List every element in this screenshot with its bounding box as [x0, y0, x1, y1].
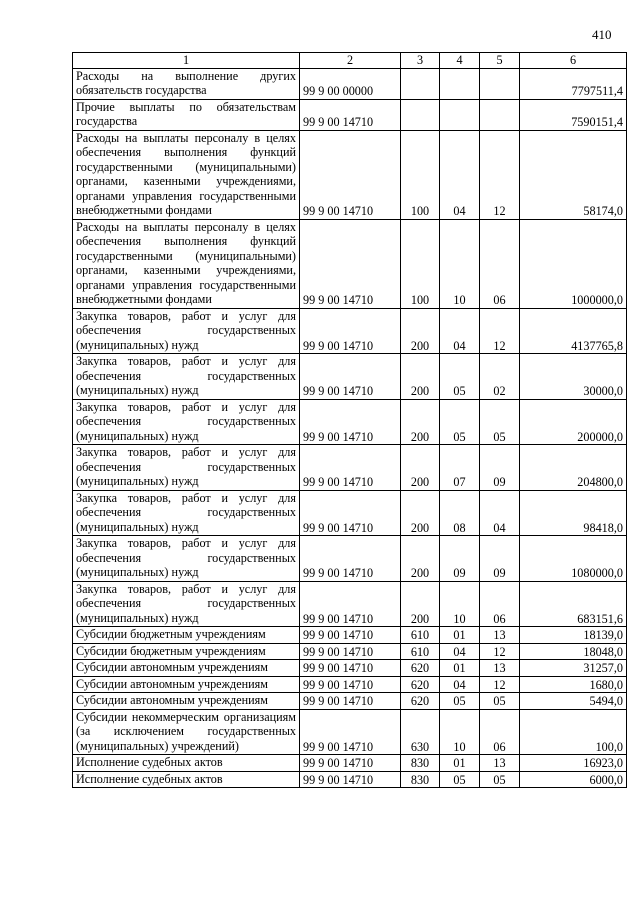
page-number: 410: [592, 27, 612, 42]
row-amount-cell: 683151,6: [520, 581, 627, 627]
row-expense-type-cell: 620: [401, 676, 440, 693]
row-section-cell: 10: [440, 581, 480, 627]
row-code-cell: 99 9 00 14710: [300, 354, 401, 400]
row-section-cell: [440, 99, 480, 130]
row-name-cell: Закупка товаров, работ и услуг для обеспечения государственных (муниципальных) нужд: [73, 536, 300, 582]
row-code-cell: 99 9 00 14710: [300, 771, 401, 788]
row-subsection-cell: 09: [480, 536, 520, 582]
row-section-cell: 05: [440, 399, 480, 445]
row-subsection-cell: 12: [480, 308, 520, 354]
row-expense-type-cell: 100: [401, 130, 440, 219]
row-expense-type-cell: 200: [401, 308, 440, 354]
row-section-cell: 09: [440, 536, 480, 582]
row-code-cell: 99 9 00 14710: [300, 490, 401, 536]
table-row: [73, 445, 627, 491]
row-subsection-cell: 12: [480, 676, 520, 693]
row-amount-cell: 7797511,4: [520, 68, 627, 99]
row-amount-cell: 16923,0: [520, 755, 627, 772]
row-code-cell: 99 9 00 14710: [300, 660, 401, 677]
row-amount-cell: 58174,0: [520, 130, 627, 219]
row-name-cell: Закупка товаров, работ и услуг для обеспечения государственных (муниципальных) нужд: [73, 399, 300, 445]
row-subsection-cell: 13: [480, 627, 520, 644]
table-row: [73, 490, 627, 536]
row-expense-type-cell: 610: [401, 643, 440, 660]
row-amount-cell: 1680,0: [520, 676, 627, 693]
row-name-cell: Субсидии автономным учреждениям: [73, 676, 300, 693]
row-section-cell: 01: [440, 660, 480, 677]
table-row: [73, 536, 627, 582]
row-name-cell: Субсидии некоммерческим организациям (за исключением государственных (муниципальных) учреждений): [73, 709, 300, 755]
row-subsection-cell: 05: [480, 771, 520, 788]
row-name-cell: Закупка товаров, работ и услуг для обеспечения государственных (муниципальных) нужд: [73, 445, 300, 491]
row-code-cell: 99 9 00 14710: [300, 399, 401, 445]
row-name-cell: Закупка товаров, работ и услуг для обеспечения государственных (муниципальных) нужд: [73, 581, 300, 627]
table-row: [73, 755, 627, 772]
row-amount-cell: 98418,0: [520, 490, 627, 536]
row-section-cell: 05: [440, 354, 480, 400]
row-amount-cell: 18139,0: [520, 627, 627, 644]
row-section-cell: 08: [440, 490, 480, 536]
row-code-cell: 99 9 00 14710: [300, 445, 401, 491]
row-name-cell: Закупка товаров, работ и услуг для обеспечения государственных (муниципальных) нужд: [73, 308, 300, 354]
row-subsection-cell: 04: [480, 490, 520, 536]
row-subsection-cell: 09: [480, 445, 520, 491]
row-name-cell: Расходы на выплаты персоналу в целях обеспечения выполнения функций государственными (муниципальными) органами, казенными учреждениями, органами управления государственными внебюджетными фондами: [73, 219, 300, 308]
row-code-cell: 99 9 00 00000: [300, 68, 401, 99]
row-subsection-cell: 05: [480, 399, 520, 445]
header-col-2: 2: [300, 53, 401, 69]
row-amount-cell: 7590151,4: [520, 99, 627, 130]
row-subsection-cell: 06: [480, 709, 520, 755]
row-expense-type-cell: 200: [401, 399, 440, 445]
row-amount-cell: 4137765,8: [520, 308, 627, 354]
row-amount-cell: 100,0: [520, 709, 627, 755]
table-row: [73, 627, 627, 644]
row-amount-cell: 30000,0: [520, 354, 627, 400]
table-header-row: [73, 53, 627, 69]
row-subsection-cell: [480, 68, 520, 99]
header-col-4: 4: [440, 53, 480, 69]
row-amount-cell: 31257,0: [520, 660, 627, 677]
table-row: [73, 676, 627, 693]
row-name-cell: Субсидии бюджетным учреждениям: [73, 643, 300, 660]
row-name-cell: Субсидии автономным учреждениям: [73, 693, 300, 710]
row-section-cell: 04: [440, 130, 480, 219]
row-section-cell: 10: [440, 219, 480, 308]
row-expense-type-cell: 620: [401, 660, 440, 677]
row-section-cell: 01: [440, 755, 480, 772]
row-code-cell: 99 9 00 14710: [300, 581, 401, 627]
table-row: [73, 660, 627, 677]
row-expense-type-cell: 200: [401, 536, 440, 582]
row-subsection-cell: 06: [480, 581, 520, 627]
row-amount-cell: 1000000,0: [520, 219, 627, 308]
header-col-1: 1: [73, 53, 300, 69]
row-section-cell: [440, 68, 480, 99]
row-subsection-cell: 13: [480, 660, 520, 677]
row-expense-type-cell: 620: [401, 693, 440, 710]
table-row: [73, 771, 627, 788]
row-subsection-cell: 06: [480, 219, 520, 308]
row-code-cell: 99 9 00 14710: [300, 536, 401, 582]
row-expense-type-cell: 610: [401, 627, 440, 644]
row-amount-cell: 200000,0: [520, 399, 627, 445]
row-code-cell: 99 9 00 14710: [300, 709, 401, 755]
row-code-cell: 99 9 00 14710: [300, 676, 401, 693]
row-subsection-cell: [480, 99, 520, 130]
row-amount-cell: 204800,0: [520, 445, 627, 491]
header-col-6: 6: [520, 53, 627, 69]
row-name-cell: Исполнение судебных актов: [73, 755, 300, 772]
row-section-cell: 05: [440, 771, 480, 788]
row-section-cell: 04: [440, 643, 480, 660]
row-amount-cell: 1080000,0: [520, 536, 627, 582]
table-row: [73, 709, 627, 755]
row-name-cell: Субсидии автономным учреждениям: [73, 660, 300, 677]
row-name-cell: Субсидии бюджетным учреждениям: [73, 627, 300, 644]
row-expense-type-cell: [401, 99, 440, 130]
row-code-cell: 99 9 00 14710: [300, 130, 401, 219]
row-expense-type-cell: 200: [401, 581, 440, 627]
row-name-cell: Расходы на выплаты персоналу в целях обеспечения выполнения функций государственными (муниципальными) органами, казенными учреждениями, органами управления государственными внебюджетными фондами: [73, 130, 300, 219]
table-row: [73, 308, 627, 354]
row-amount-cell: 18048,0: [520, 643, 627, 660]
budget-table: [72, 52, 627, 788]
row-amount-cell: 6000,0: [520, 771, 627, 788]
row-expense-type-cell: 830: [401, 771, 440, 788]
row-section-cell: 07: [440, 445, 480, 491]
row-subsection-cell: 12: [480, 130, 520, 219]
row-section-cell: 10: [440, 709, 480, 755]
row-code-cell: 99 9 00 14710: [300, 308, 401, 354]
row-expense-type-cell: 200: [401, 490, 440, 536]
row-amount-cell: 5494,0: [520, 693, 627, 710]
row-subsection-cell: 05: [480, 693, 520, 710]
header-col-3: 3: [401, 53, 440, 69]
row-expense-type-cell: 630: [401, 709, 440, 755]
table-row: [73, 130, 627, 219]
row-subsection-cell: 13: [480, 755, 520, 772]
row-code-cell: 99 9 00 14710: [300, 627, 401, 644]
row-section-cell: 01: [440, 627, 480, 644]
table-row: [73, 68, 627, 99]
table-row: [73, 99, 627, 130]
row-code-cell: 99 9 00 14710: [300, 643, 401, 660]
table-row: [73, 219, 627, 308]
row-code-cell: 99 9 00 14710: [300, 755, 401, 772]
table-row: [73, 354, 627, 400]
table-row: [73, 581, 627, 627]
row-section-cell: 05: [440, 693, 480, 710]
row-name-cell: Исполнение судебных актов: [73, 771, 300, 788]
row-name-cell: Закупка товаров, работ и услуг для обеспечения государственных (муниципальных) нужд: [73, 354, 300, 400]
row-code-cell: 99 9 00 14710: [300, 693, 401, 710]
row-subsection-cell: 02: [480, 354, 520, 400]
table-row: [73, 643, 627, 660]
row-subsection-cell: 12: [480, 643, 520, 660]
row-code-cell: 99 9 00 14710: [300, 219, 401, 308]
row-expense-type-cell: 830: [401, 755, 440, 772]
header-col-5: 5: [480, 53, 520, 69]
row-expense-type-cell: 200: [401, 354, 440, 400]
row-expense-type-cell: [401, 68, 440, 99]
row-name-cell: Закупка товаров, работ и услуг для обеспечения государственных (муниципальных) нужд: [73, 490, 300, 536]
row-expense-type-cell: 200: [401, 445, 440, 491]
row-expense-type-cell: 100: [401, 219, 440, 308]
row-name-cell: Прочие выплаты по обязательствам государства: [73, 99, 300, 130]
row-section-cell: 04: [440, 308, 480, 354]
row-section-cell: 04: [440, 676, 480, 693]
table-row: [73, 399, 627, 445]
table-row: [73, 693, 627, 710]
row-name-cell: Расходы на выполнение других обязательств государства: [73, 68, 300, 99]
row-code-cell: 99 9 00 14710: [300, 99, 401, 130]
